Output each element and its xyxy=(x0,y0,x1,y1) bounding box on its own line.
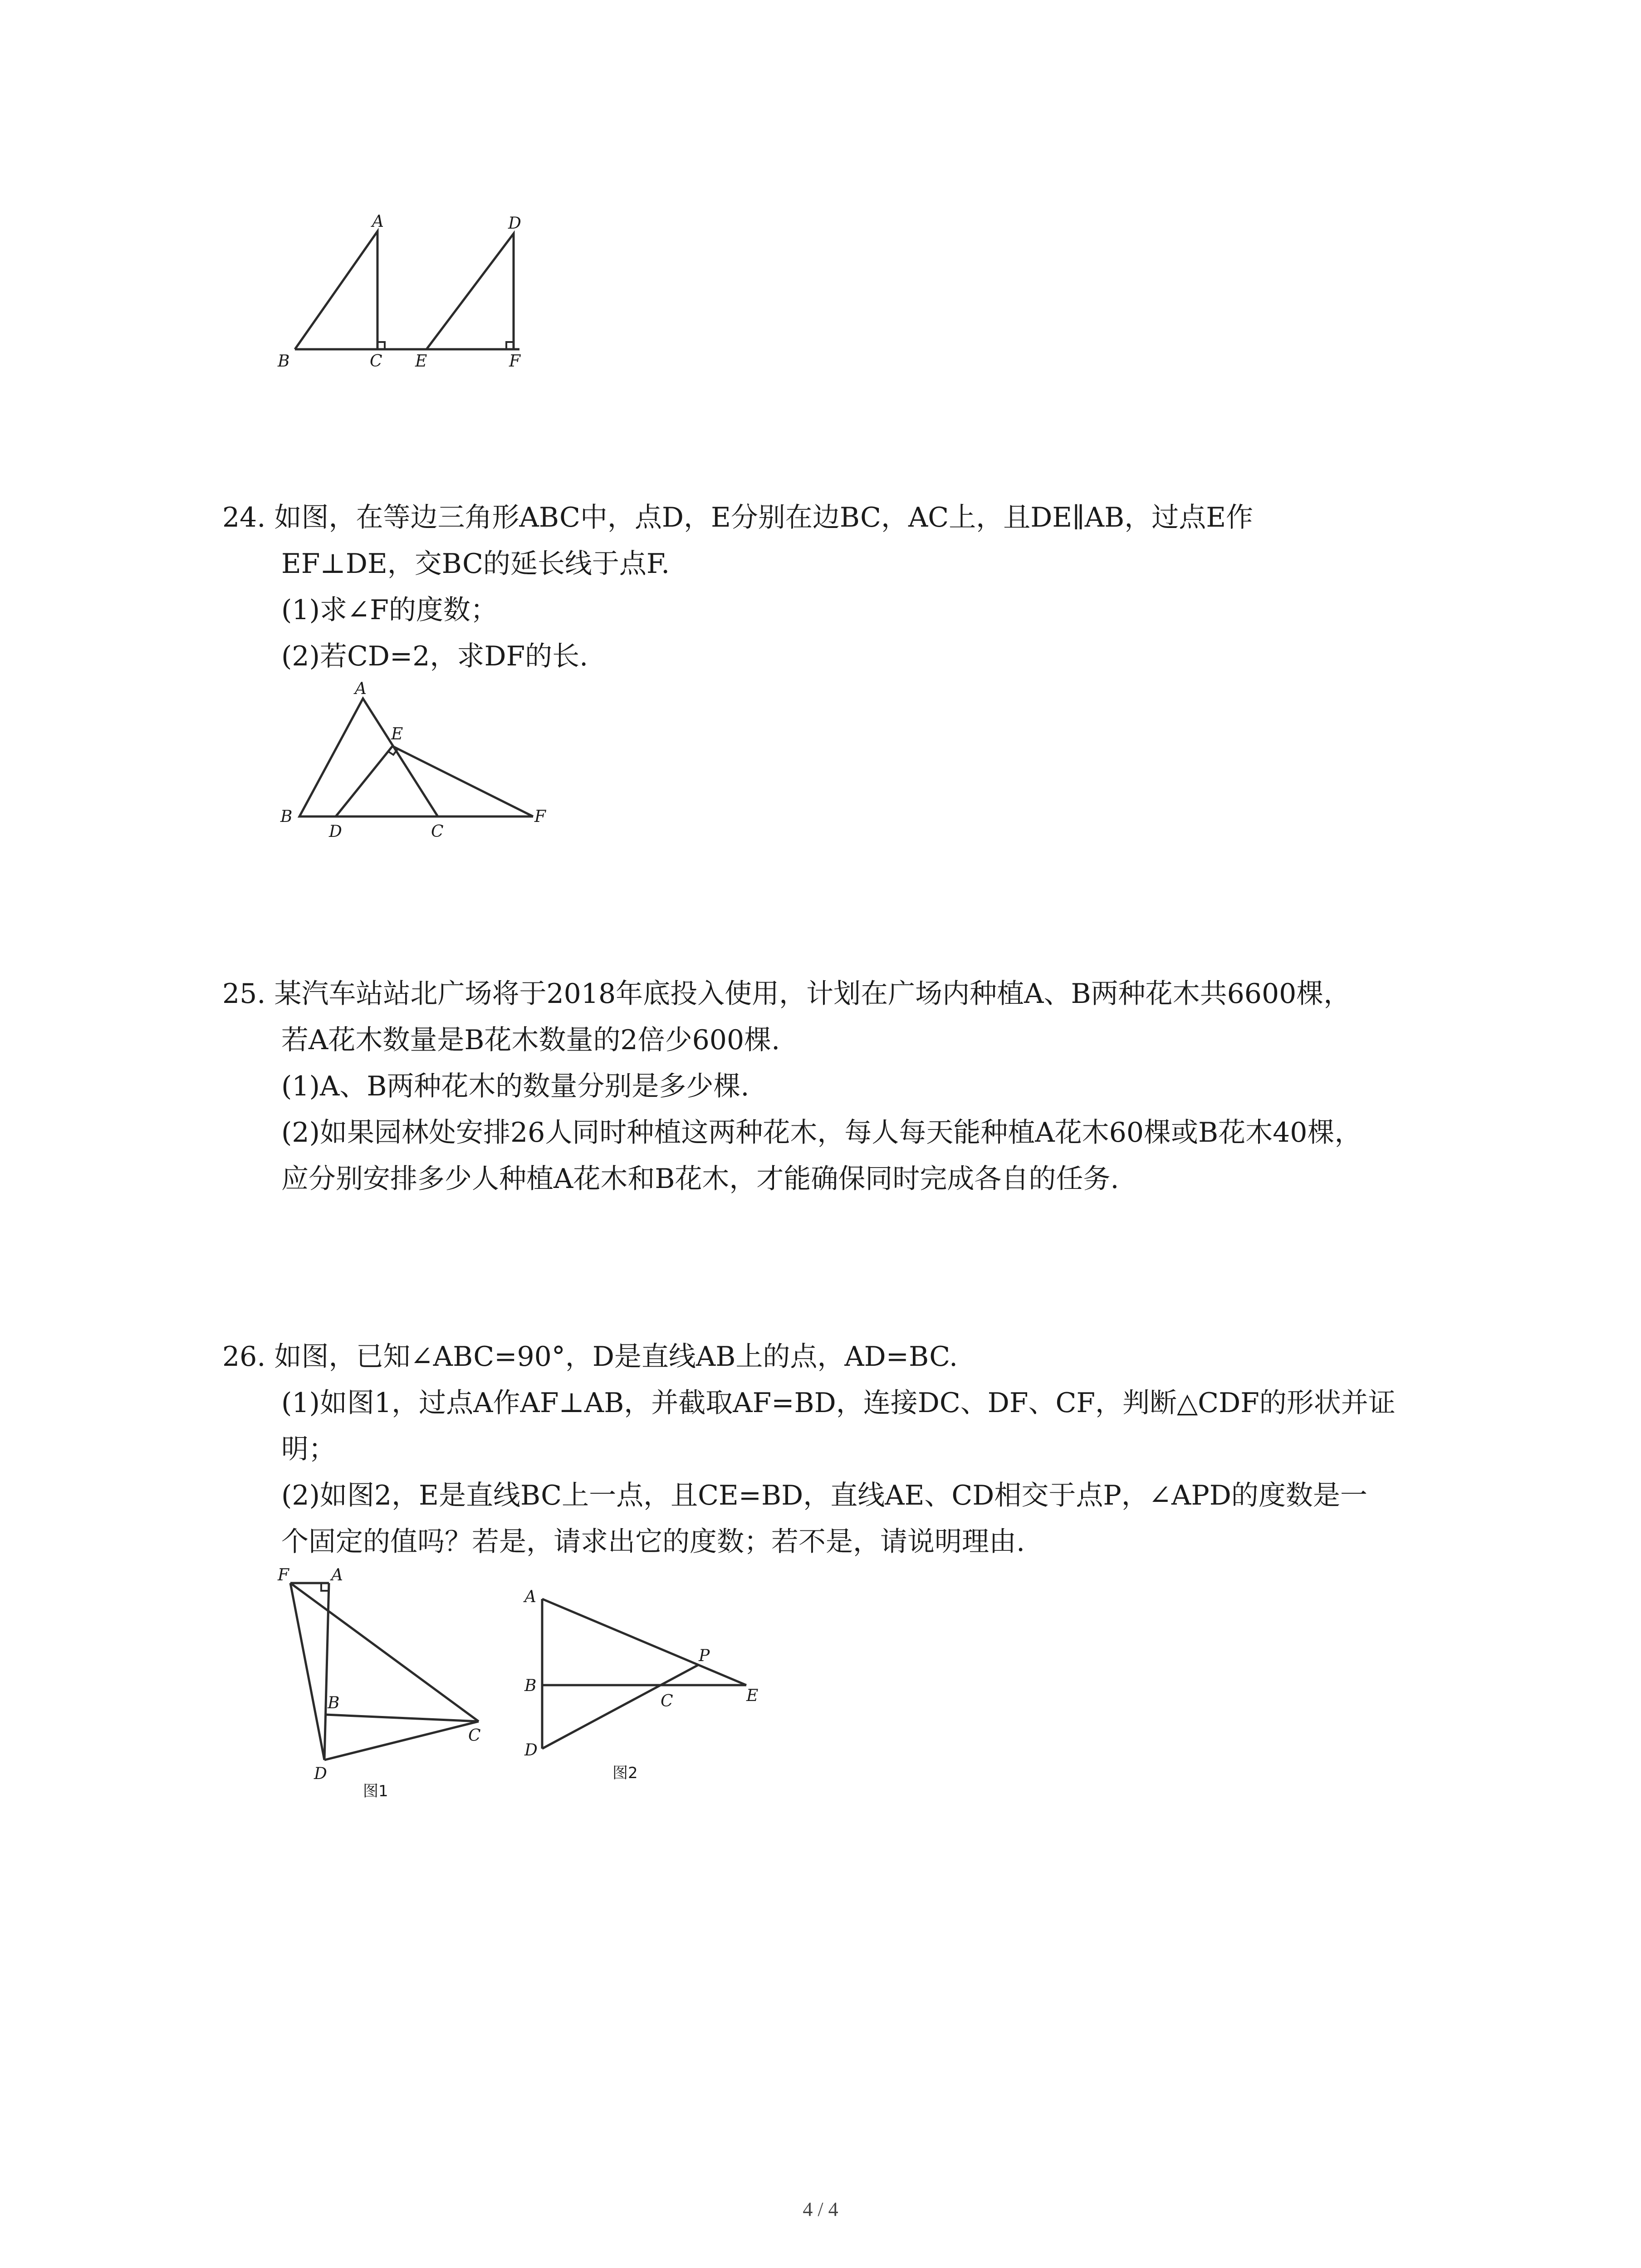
label-c: C xyxy=(661,1692,673,1711)
segment-fd xyxy=(290,1583,324,1760)
segment-ae xyxy=(542,1599,746,1685)
fig2-caption: 图2 xyxy=(612,1764,638,1782)
label-f: F xyxy=(534,807,546,826)
label-d: D xyxy=(329,822,342,841)
page-number: 4 / 4 xyxy=(803,2198,838,2220)
segment-ef xyxy=(392,746,533,816)
figure-q26-fig1 xyxy=(272,1565,499,1801)
figure-q24 xyxy=(272,680,572,853)
figure-q26-fig2 xyxy=(517,1579,771,1796)
label-a: A xyxy=(355,679,367,698)
label-b: B xyxy=(278,352,290,371)
q25-line-2: 若A花木数量是B花木数量的2倍少600棵. xyxy=(281,1024,780,1056)
label-d: D xyxy=(508,214,521,233)
label-b: B xyxy=(328,1694,340,1712)
label-b: B xyxy=(280,807,293,826)
segment-dc xyxy=(324,1721,479,1760)
label-b: B xyxy=(524,1677,537,1695)
label-e: E xyxy=(391,725,403,743)
label-d: D xyxy=(314,1765,327,1783)
question-24 xyxy=(222,494,1474,679)
triangle-abc xyxy=(295,231,377,349)
label-c: C xyxy=(370,352,382,371)
label-e: E xyxy=(746,1686,759,1705)
q24-line-2: EF⊥DE，交BC的延长线于点F. xyxy=(281,548,670,580)
label-f: F xyxy=(509,352,520,371)
q26-line-1: 26. 如图，已知∠ABC=90°，D是直线AB上的点，AD=BC. xyxy=(222,1341,958,1373)
segment-bc xyxy=(326,1715,479,1721)
label-a: A xyxy=(331,1566,343,1584)
q26-line-4: (2)如图2，E是直线BC上一点，且CE=BD，直线AE、CD相交于点P，∠APD的度数是一 xyxy=(281,1480,1367,1511)
label-e: E xyxy=(415,352,427,371)
q26-line-5: 个固定的值吗？若是，请求出它的度数；若不是，请说明理由. xyxy=(281,1526,1025,1558)
triangle-def xyxy=(426,234,514,349)
segment-fc xyxy=(290,1583,479,1721)
q24-line-4: (2)若CD=2，求DF的长. xyxy=(281,640,588,672)
q25-line-1: 25. 某汽车站站北广场将于2018年底投入使用，计划在广场内种植A、B两种花木共6600棵， xyxy=(222,978,1351,1010)
label-a: A xyxy=(372,212,384,231)
q25-line-4: (2)如果园林处安排26人同时种植这两种花木，每人每天能种植A花木60棵或B花木40棵， xyxy=(281,1117,1362,1149)
q25-line-5: 应分别安排多少人种植A花木和B花木，才能确保同时完成各自的任务. xyxy=(281,1163,1119,1195)
q26-line-2: (1)如图1，过点A作AF⊥AB，并截取AF=BD，连接DC、DF、CF，判断△CDF的形状并证 xyxy=(281,1387,1396,1419)
label-f: F xyxy=(278,1566,289,1584)
fig1-caption: 图1 xyxy=(363,1782,388,1800)
q26-line-3: 明； xyxy=(281,1433,336,1465)
q25-line-3: (1)A、B两种花木的数量分别是多少棵. xyxy=(281,1070,749,1102)
label-a: A xyxy=(524,1588,536,1606)
segment-de xyxy=(336,746,392,816)
segment-dp xyxy=(542,1665,699,1749)
figure-two-right-triangles xyxy=(272,213,554,376)
label-d: D xyxy=(524,1741,538,1760)
label-p: P xyxy=(699,1647,710,1665)
question-26 xyxy=(222,1334,1474,1565)
q24-line-3: (1)求∠F的度数； xyxy=(281,594,498,626)
label-c: C xyxy=(468,1726,481,1745)
q24-line-1: 24. 如图，在等边三角形ABC中，点D，E分别在边BC，AC上，且DE∥AB，过点E作 xyxy=(222,502,1254,533)
question-25 xyxy=(222,971,1474,1202)
label-c: C xyxy=(431,822,444,841)
